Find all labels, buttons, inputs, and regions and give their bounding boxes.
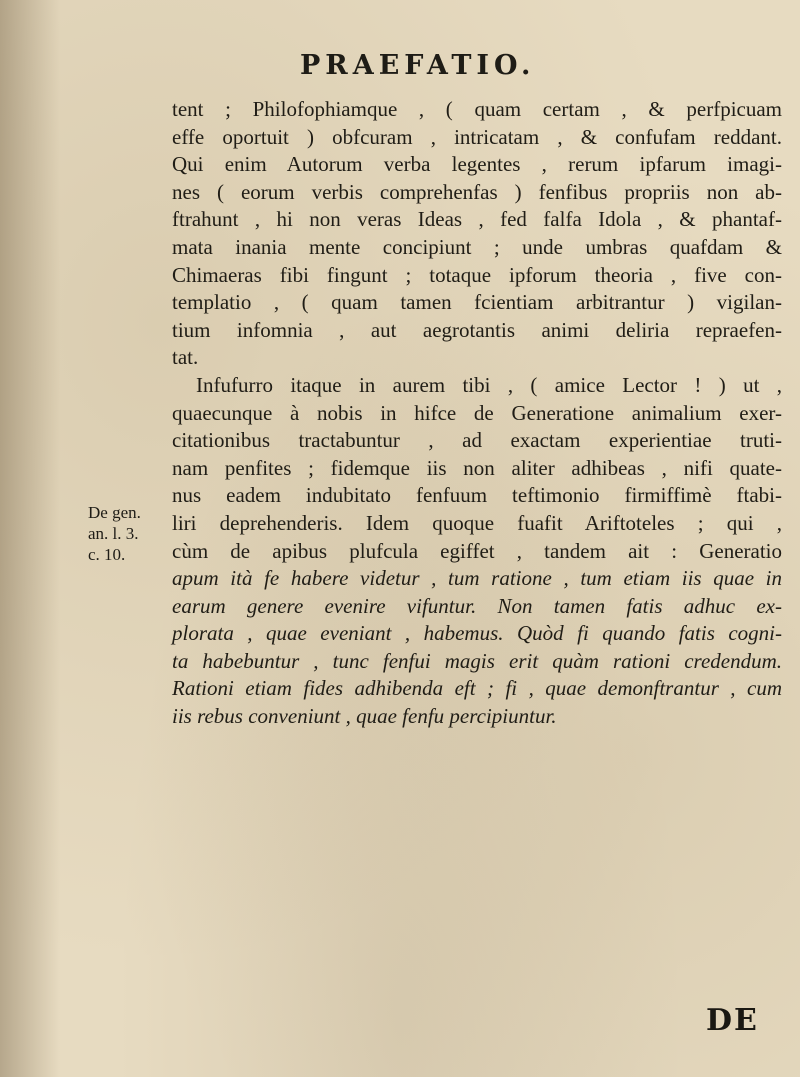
text-line-italic: Rationi etiam fides adhibenda eft ; fi , quae demonftrantur , cum (172, 676, 782, 701)
margin-note-line: De gen. (88, 503, 141, 522)
text-line: effe oportuit ) obfcuram , intricatam , & confufam reddant. (172, 124, 782, 149)
text-line: tium infomnia , aut aegrotantis animi deliria repraefen- (172, 317, 782, 342)
text-line: quaecunque à nobis in hifce de Generatione animalium exer- (172, 400, 782, 425)
text-line-italic: ta habebuntur , tunc fenfui magis erit quàm rationi credendum. (172, 648, 782, 673)
text-line-italic: plorata , quae eveniant , habemus. Quòd fi quando fatis cogni- (172, 621, 782, 646)
text-line-italic: earum genere evenire vifuntur. Non tamen fatis adhuc ex- (172, 593, 782, 618)
text-line: nus eadem indubitato fenfuum teftimonio firmiffimè ftabi- (172, 483, 782, 508)
text-line: Qui enim Autorum verba legentes , rerum ipfarum imagi- (172, 152, 782, 177)
text-line: citationibus tractabuntur , ad exactam experientiae truti- (172, 428, 782, 453)
text-line: mata inania mente concipiunt ; unde umbras quafdam & (172, 234, 782, 259)
body-text (172, 96, 782, 731)
text-line: cùm de apibus plufcula egiffet , tandem ait : Generatio (172, 538, 782, 563)
page-header: PRAEFATIO. (300, 50, 536, 81)
catchword: DE (706, 1003, 759, 1038)
text-line-italic: iis rebus conveniunt , quae fenfu percipiuntur. (172, 704, 557, 729)
margin-note-line: c. 10. (88, 545, 126, 564)
text-line-italic: apum ità fe habere videtur , tum ratione , tum etiam iis quae in (172, 566, 782, 591)
text-line: ftrahunt , hi non veras Ideas , fed falfa Idola , & phantaf- (172, 207, 782, 232)
text-line: liri deprehenderis. Idem quoque fuafit Ariftoteles ; qui , (172, 510, 782, 535)
text-line: Infufurro itaque in aurem tibi , ( amice Lector ! ) ut , (196, 372, 782, 397)
text-line: templatio , ( quam tamen fcientiam arbitrantur ) vigilan- (172, 290, 782, 315)
text-line: tent ; Philofophiamque , ( quam certam , & perfpicuam (172, 97, 782, 121)
text-line: Chimaeras fibi fingunt ; totaque ipforum theoria , five con- (172, 262, 782, 287)
margin-note (88, 502, 168, 565)
text-line: nes ( eorum verbis comprehenfas ) fenfibus propriis non ab- (172, 179, 782, 204)
margin-note-line: an. l. 3. (88, 524, 139, 543)
text-line: tat. (172, 345, 199, 370)
page-binding-edge (0, 0, 60, 1077)
text-line: nam penfites ; fidemque iis non aliter adhibeas , nifi quate- (172, 455, 782, 480)
